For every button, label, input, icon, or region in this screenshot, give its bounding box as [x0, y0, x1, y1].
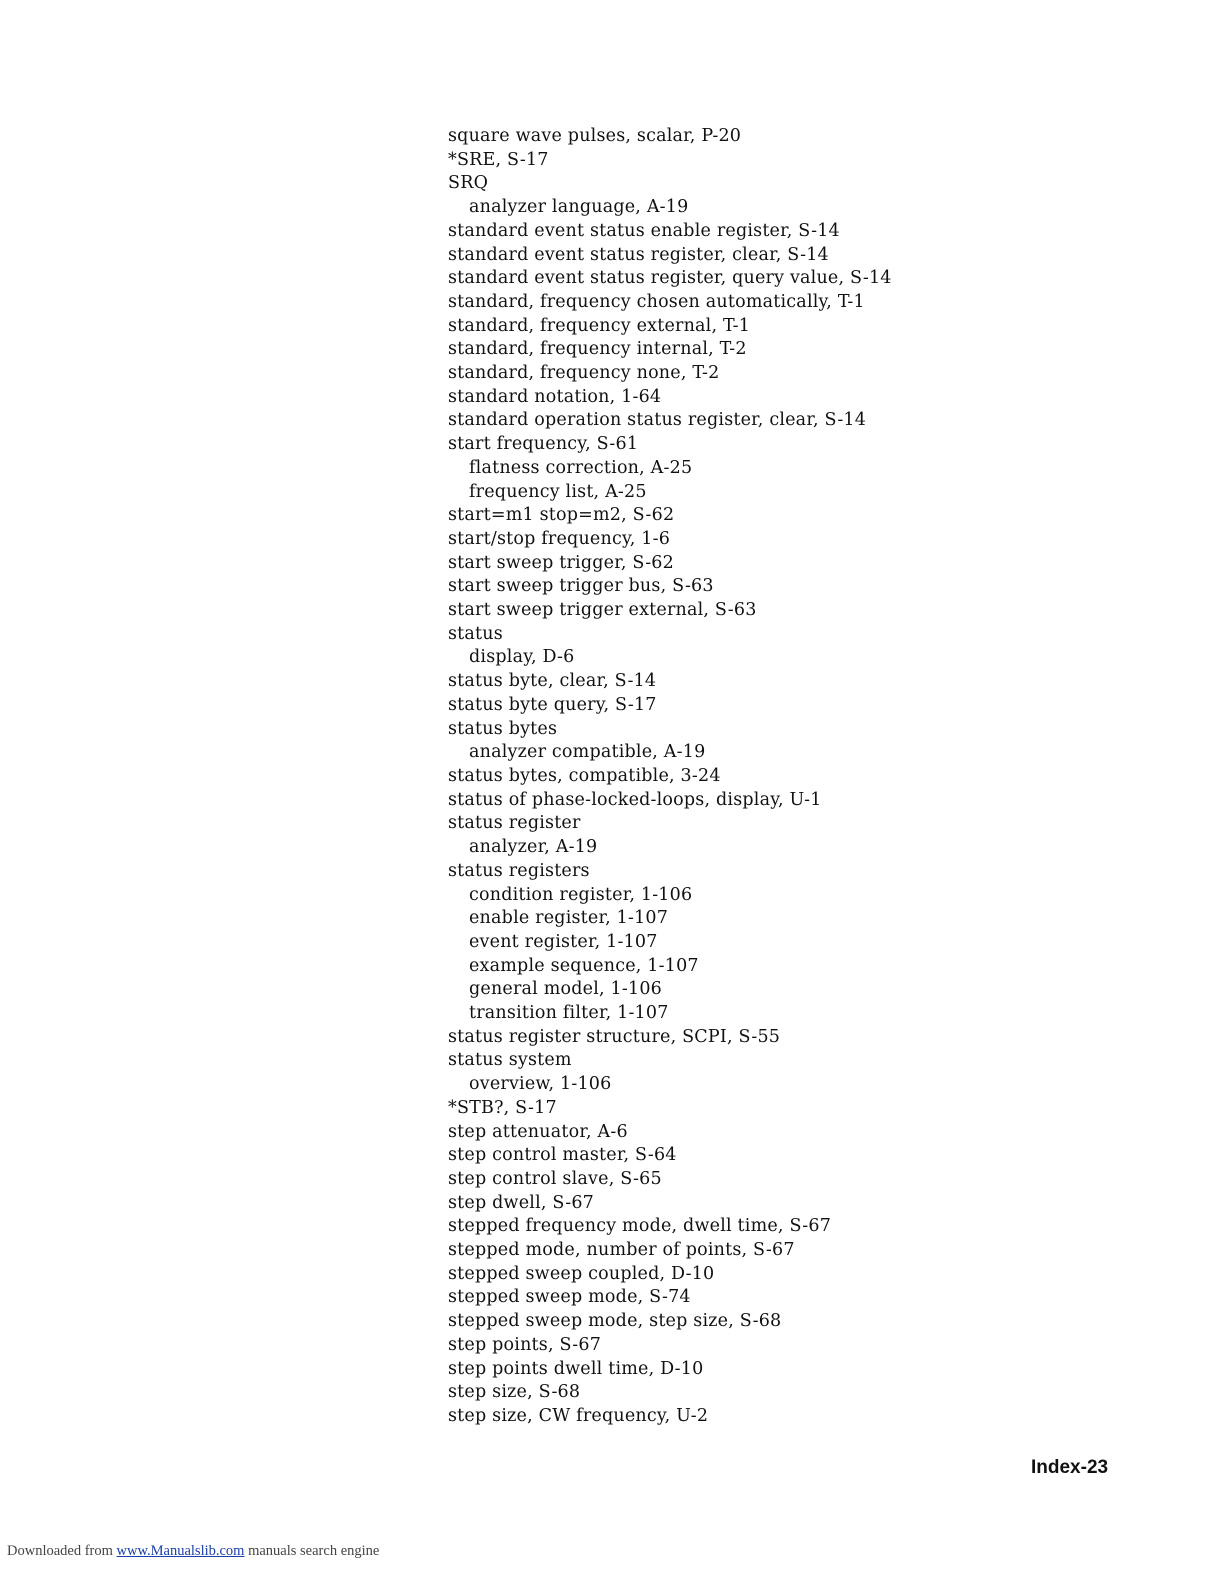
index-entry: status bytes, compatible, 3-24 [448, 765, 721, 786]
index-entry: *SRE, S-17 [448, 149, 549, 170]
index-subentry: overview, 1-106 [469, 1074, 612, 1095]
index-entry: start frequency, S-61 [448, 434, 639, 455]
index-entry: stepped sweep mode, step size, S-68 [448, 1311, 782, 1332]
index-subentry: general model, 1-106 [469, 979, 663, 1000]
index-subentry: analyzer language, A-19 [469, 197, 689, 218]
index-entry: start=m1 stop=m2, S-62 [448, 505, 675, 526]
footer-prefix: Downloaded from [7, 1543, 113, 1559]
index-entry: status byte query, S-17 [448, 694, 657, 715]
index-entry-list [448, 125, 892, 1429]
index-entry: standard, frequency none, T-2 [448, 363, 720, 384]
index-entry: status bytes [448, 718, 558, 739]
index-entry: step control slave, S-65 [448, 1168, 662, 1189]
index-entry: standard, frequency chosen automatically, T-1 [448, 291, 865, 312]
index-entry: step size, S-68 [448, 1382, 581, 1403]
download-footer [7, 1542, 379, 1560]
manualslib-link[interactable]: www.Manualslib.com [116, 1543, 245, 1559]
index-entry: *STB?, S-17 [448, 1097, 557, 1118]
index-entry: standard event status register, clear, S-14 [448, 244, 829, 265]
index-entry: step size, CW frequency, U-2 [448, 1405, 709, 1426]
index-entry: status register structure, SCPI, S-55 [448, 1026, 781, 1047]
index-subentry: event register, 1-107 [469, 931, 658, 952]
index-subentry: flatness correction, A-25 [469, 457, 693, 478]
index-entry: step points dwell time, D-10 [448, 1358, 704, 1379]
index-entry: stepped mode, number of points, S-67 [448, 1240, 795, 1261]
index-entry: start/stop frequency, 1-6 [448, 528, 671, 549]
index-entry: step points, S-67 [448, 1334, 602, 1355]
index-subentry: frequency list, A-25 [469, 481, 647, 502]
index-subentry: example sequence, 1-107 [469, 955, 699, 976]
index-entry: SRQ [448, 173, 489, 194]
index-entry: status register [448, 813, 581, 834]
page-number: Index-23 [1031, 1457, 1109, 1478]
index-entry: start sweep trigger external, S-63 [448, 600, 757, 621]
index-entry: stepped sweep coupled, D-10 [448, 1263, 715, 1284]
index-entry: standard, frequency external, T-1 [448, 315, 751, 336]
index-entry: standard event status enable register, S-14 [448, 220, 840, 241]
index-entry: status of phase-locked-loops, display, U-1 [448, 789, 822, 810]
index-entry: status [448, 623, 503, 644]
index-subentry: enable register, 1-107 [469, 908, 669, 929]
index-entry: status system [448, 1050, 572, 1071]
index-subentry: transition filter, 1-107 [469, 1003, 669, 1024]
footer-suffix: manuals search engine [248, 1543, 380, 1559]
index-subentry: display, D-6 [469, 647, 575, 668]
index-entry: start sweep trigger, S-62 [448, 552, 674, 573]
index-entry: stepped sweep mode, S-74 [448, 1287, 691, 1308]
index-entry: status registers [448, 860, 590, 881]
index-entry: status byte, clear, S-14 [448, 671, 657, 692]
index-entry: start sweep trigger bus, S-63 [448, 576, 714, 597]
index-entry: step dwell, S-67 [448, 1192, 595, 1213]
index-entry: square wave pulses, scalar, P-20 [448, 126, 742, 146]
index-entry: stepped frequency mode, dwell time, S-67 [448, 1216, 832, 1237]
index-entry: standard event status register, query value, S-14 [448, 268, 892, 289]
index-entry: standard, frequency internal, T-2 [448, 339, 747, 360]
index-subentry: analyzer compatible, A-19 [469, 742, 706, 763]
index-entry: step attenuator, A-6 [448, 1121, 628, 1142]
index-entry: standard notation, 1-64 [448, 386, 662, 407]
index-entry: standard operation status register, clear, S-14 [448, 410, 867, 431]
index-subentry: analyzer, A-19 [469, 837, 598, 858]
index-entry: step control master, S-64 [448, 1145, 677, 1166]
index-subentry: condition register, 1-106 [469, 884, 693, 905]
